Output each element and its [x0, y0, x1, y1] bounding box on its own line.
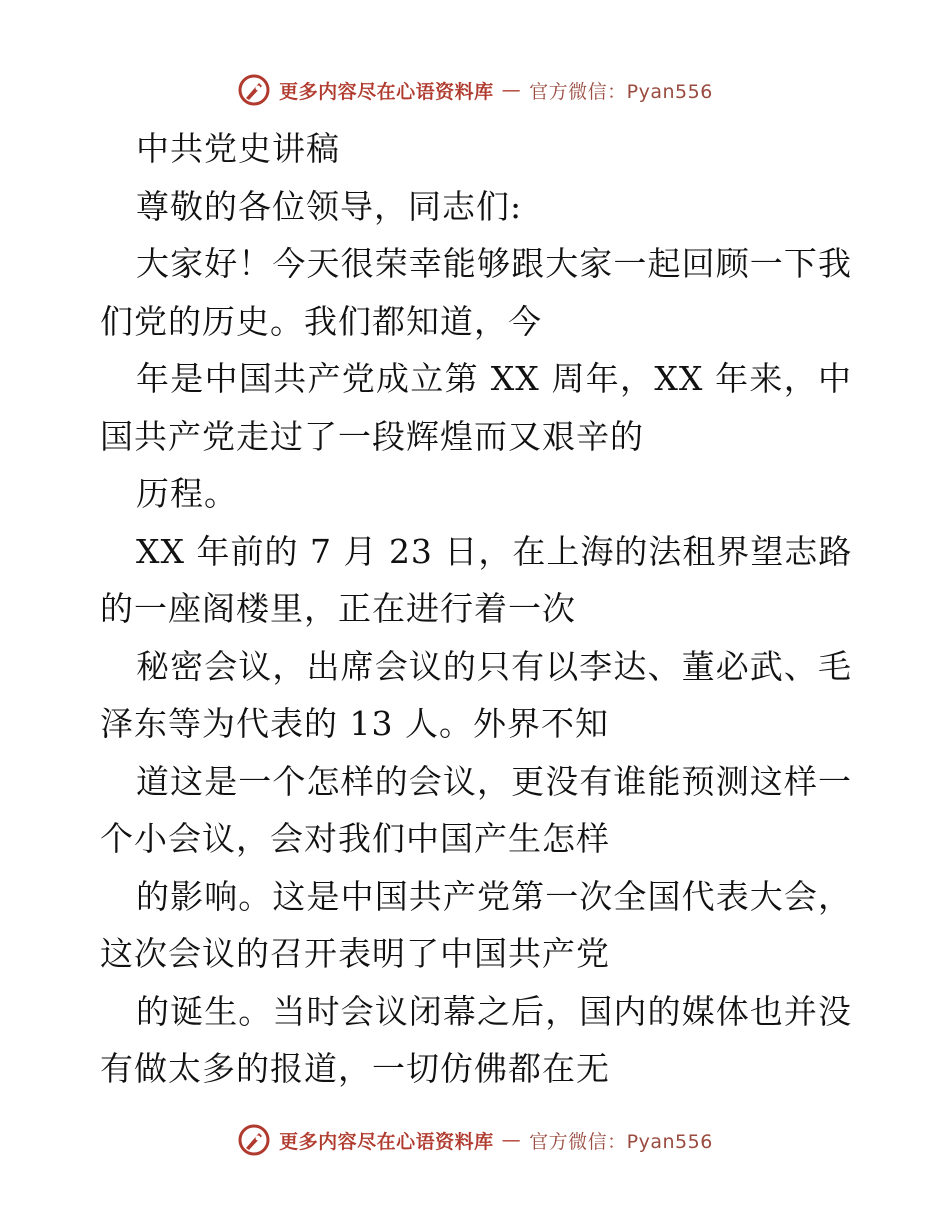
text-line: 年是中国共产党成立第 XX 周年，XX 年来，中: [136, 359, 852, 398]
text-line: 道这是一个怎样的会议，更没有谁能预测这样一: [136, 761, 852, 801]
text-line: 有做太多的报道，一切仿佛都在无: [100, 1049, 610, 1088]
text-line: 个小会议，会对我们中国产生怎样: [100, 819, 610, 858]
text-line: XX 年前的 7 月 23 日，在上海的法租界望志路: [136, 531, 852, 571]
text-line: 泽东等为代表的 13 人。外界不知: [100, 704, 609, 743]
footer-watermark: [0, 1120, 950, 1160]
watermark-library-text: 更多内容尽在心语资料库: [279, 80, 494, 103]
watermark-wechat-text: 官方微信：Pyan556: [529, 1130, 713, 1153]
text-line: 秘密会议，出席会议的只有以李达、董必武、毛: [136, 646, 852, 686]
quill-pen-logo-icon: [237, 1123, 271, 1157]
text-line: 们党的历史。我们都知道，今: [100, 301, 542, 341]
watermark-dash: —: [501, 79, 522, 101]
text-line: 历程。: [136, 474, 238, 513]
text-line: 国共产党走过了一段辉煌而又艰辛的: [100, 416, 644, 456]
text-line: 尊敬的各位领导，同志们:: [136, 186, 523, 226]
header-watermark: [0, 70, 950, 110]
text-line: 的影响。这是中国共产党第一次全国代表大会，: [136, 876, 852, 916]
text-line: 这次会议的召开表明了中国共产党: [100, 934, 610, 973]
watermark-wechat-text: 官方微信：Pyan556: [529, 80, 713, 103]
document-body: [100, 120, 852, 1098]
document-title: 中共党史讲稿: [136, 129, 340, 168]
watermark-dash: —: [501, 1129, 522, 1151]
watermark-library-text: 更多内容尽在心语资料库: [279, 1130, 494, 1153]
text-line: 大家好！今天很荣幸能够跟大家一起回顾一下我: [136, 244, 852, 283]
text-line: 的诞生。当时会议闭幕之后，国内的媒体也并没: [136, 991, 852, 1031]
text-line: 的一座阁楼里，正在进行着一次: [100, 589, 576, 628]
quill-pen-logo-icon: [237, 73, 271, 107]
